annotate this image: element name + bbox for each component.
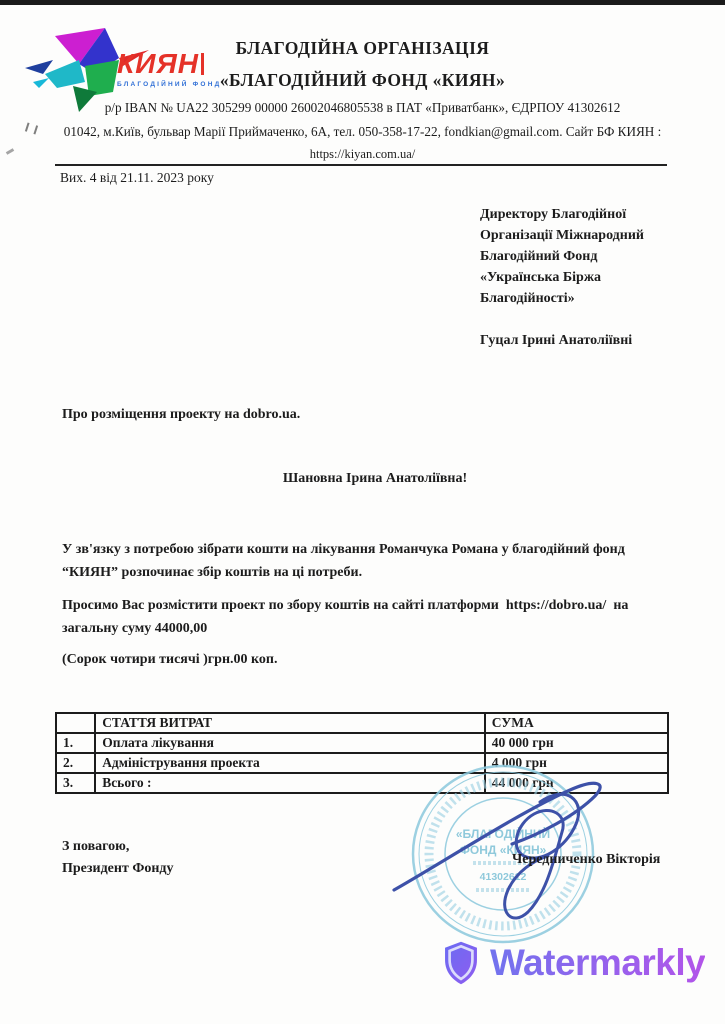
website-link[interactable]: https://kiyan.com.ua/: [309, 147, 416, 161]
row-sum: 44 000 грн: [485, 773, 668, 793]
header-num-cell: [56, 713, 95, 733]
bank-details-line: р/р IBAN № UA22 305299 00000 26002046805538 в ПАТ «Приватбанк», ЄДРПОУ 41302612: [104, 100, 621, 115]
row-item: Адміністрування проекта: [95, 753, 485, 773]
table-row: [56, 733, 668, 753]
org-title-line2: «БЛАГОДІЙНИЙ ФОНД «КИЯН»: [219, 70, 506, 90]
recipient-line: Благодійності»: [480, 291, 575, 306]
recipient-line: «Українська Біржа: [480, 270, 601, 285]
recipient-line: Директору Благодійної: [480, 207, 627, 222]
body-paragraph-1: У зв'язку з потребою зібрати кошти на лікування Романчука Романа у благодійний фонд “КИЯН” розпочинає збір коштів на ці потреби.: [62, 542, 629, 580]
recipient-line: Благодійний Фонд: [480, 249, 598, 264]
row-item: Всього :: [95, 773, 485, 793]
closing-line2: Президент Фонду: [62, 861, 174, 876]
body-paragraph-2: Просимо Вас розмістити проект по збору коштів на сайті платформи https://dobro.ua/ на загальну суму 44000,00: [62, 598, 632, 636]
row-num: 1.: [56, 733, 95, 753]
header-divider: [55, 164, 667, 166]
closing-block: [62, 836, 174, 880]
table-header-row: [56, 713, 668, 733]
closing-line1: З повагою,: [62, 839, 130, 854]
recipient-line: Організації Міжнародний: [480, 228, 644, 243]
header-sum-cell: СУМА: [485, 713, 668, 733]
recipient-block: [480, 204, 644, 351]
watermark-label: Watermarkly: [490, 942, 706, 983]
address-line: 01042, м.Київ, бульвар Марії Приймаченко, 6А, тел. 050-358-17-22, fondkian@gmail.com. Сайт БФ КИЯН :: [63, 124, 662, 139]
row-num: 3.: [56, 773, 95, 793]
header-item-cell: СТАТТЯ ВИТРАТ: [95, 713, 485, 733]
subject-line: Про розміщення проекту на dobro.ua.: [62, 407, 301, 422]
stamp-text-line1: «БЛАГОДІЙНИЙ: [455, 827, 551, 841]
row-sum: 40 000 грн: [485, 733, 668, 753]
row-item: Оплата лікування: [95, 733, 485, 753]
salutation: Шановна Ірина Анатоліївна!: [282, 471, 468, 486]
recipient-person: Гуцал Ірині Анатоліївні: [480, 333, 633, 348]
signer-name: Чередниченко Вікторія: [512, 852, 661, 867]
scan-edge-strip: [0, 0, 725, 5]
logo-brand-text: КИЯН: [117, 48, 199, 79]
outgoing-ref-line: Вих. 4 від 21.11. 2023 року: [60, 170, 214, 185]
row-sum: 4 000 грн: [485, 753, 668, 773]
body-paragraph-3: (Сорок чотири тисячі )грн.00 коп.: [62, 652, 278, 667]
org-title-line1: БЛАГОДІЙНА ОРГАНІЗАЦІЯ: [235, 38, 490, 58]
watermark-badge: [442, 940, 705, 986]
logo-subtitle: БЛАГОДІЙНИЙ ФОНД: [117, 81, 222, 88]
stamp-text-line2: ФОНД «КИЯН»: [459, 843, 547, 857]
stamp-number: 41302612: [479, 871, 527, 883]
shield-icon: [442, 940, 480, 986]
row-num: 2.: [56, 753, 95, 773]
